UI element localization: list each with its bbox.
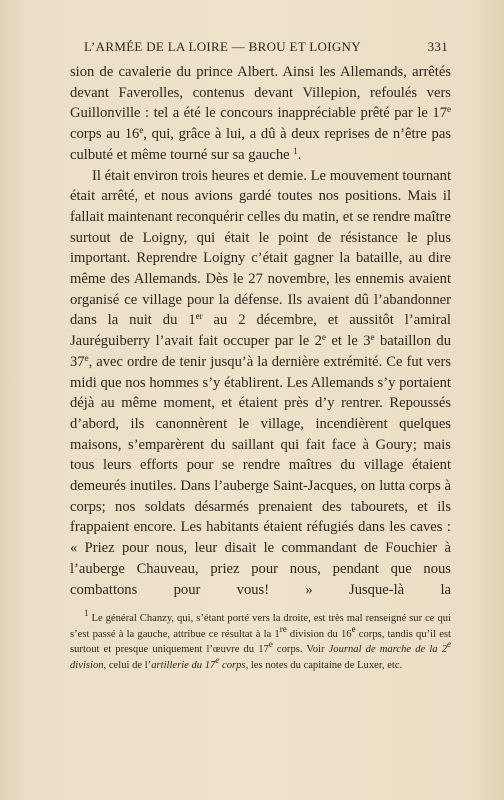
body-text (70, 62, 451, 600)
paragraph-loigny: Il était environ trois heures et demie. Le mouvement tournant était arrêté, et nous avions gardé toutes nos positions. Mais il fallait maintenant reconquérir celles du matin, et se rendre maître surtout de Loigny, qui était le point de résistance le plus important. Reprendre Loigny c’était gagner la bataille, au dire même des Allemands. Dès le 27 novembre, les ennemis avaient organisé ce village pour la défense. Ils avaient dû l’abandonner dans la nuit du 1er au 2 décembre, et aussitôt l’amiral Jauréguiberry l’avait fait occuper par le 2e et le 3e bataillon du 37e, avec ordre de tenir jusqu’à la dernière extrémité. Ce fut vers midi que nos hommes s’y établirent. Les Allemands s’y portaient déjà au même moment, et étaient près d’y rentrer. Repoussés d’abord, ils canonnèrent le village, incendièrent quelques maisons, s’emparèrent du saillant qui fait face à Goury; mais tous leurs efforts pour se rendre maîtres du village étaient demeurés inutiles. Dans l’auberge Saint-Jacques, on lutta corps à corps; nos soldats désarmés prenaient des tabourets, et ils frappaient encore. Les habitants étaient réfugiés dans les caves : « Priez pour nous, leur disait le commandant de Fouchier à l’auberge Chauveau, priez pour nous, pendant que nous combattons pour vous! » Jusque-là la (70, 167, 451, 598)
page-number: 331 (427, 39, 448, 54)
running-title: L’ARMÉE DE LA LOIRE — BROU ET LOIGNY (84, 39, 361, 54)
footnote-reference: 1 (293, 145, 298, 156)
footnote-marker: 1 (84, 608, 89, 618)
page-header (70, 39, 448, 55)
footnote-1: $^1$ Le général Chanzy, qui, s’étant porté vers la droite, est très mal renseigné sur ce qui s’est passé à la gauche, attribue ce résultat à la 1re division du 16e corps, tandis qu’il est surtout et presque uniquement l’œuvre du 17e corps. Voir Journal de marche de la 2e division, celui de l’artillerie du 17e corps, les notes du capitaine de Luxer, etc. (70, 608, 451, 671)
paragraph-continuation: sion de cavalerie du prince Albert. Ainsi les Allemands, arrêtés devant Faverolles, contenus devant Villepion, refoulés vers Guillonville : tel a été le concours inappréciable prêté par le 17e corps au 16e, qui, grâce à lui, a dû à deux reprises de n’être pas culbuté et même tourné sur sa gauche $^1$. (70, 64, 451, 163)
footnotes (70, 608, 451, 673)
